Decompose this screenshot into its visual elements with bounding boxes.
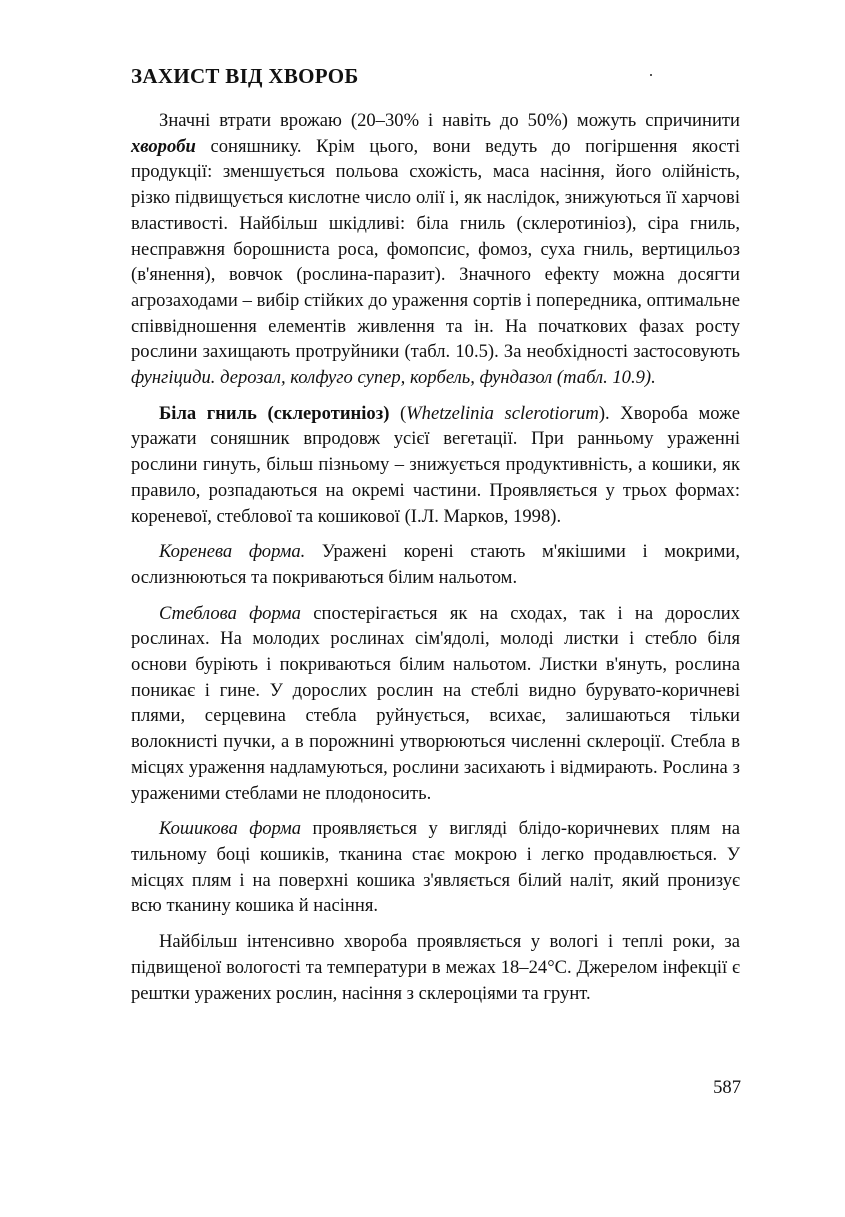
- paragraph-head-form: Кошикова форма проявляється у вигляді блідо-коричневих плям на тильному боці кошиків, тканина стає мокрою і легко продавлюється. У місцях плям і на поверхні кошика з'являється білий наліт, який пронизує всю тканину кошика й насіння.: [131, 818, 740, 917]
- paragraph-root-form: Коренева форма. Уражені корені стають м'якішими і мокрими, ослизнюються та покриваються білим нальотом.: [131, 541, 740, 588]
- scan-speck: [650, 74, 652, 76]
- section-heading: ЗАХИСТ ВІД ХВОРОБ: [131, 64, 359, 88]
- term-white-rot: Біла гниль (склеротиніоз): [159, 402, 390, 424]
- term-root-form: Коренева форма.: [159, 541, 306, 563]
- term-diseases: хвороби: [131, 135, 196, 157]
- term-stem-form: Стеблова форма: [159, 602, 301, 624]
- paragraph-intro: Значні втрати врожаю (20–30% і навіть до 50%) можуть спричинити хвороби соняшнику. Крім цього, вони ведуть до погіршення якості продукції: зменшується польова схожість, маса насіння, його олійність, різко підвищується кислотне число олії і, як наслідок, знижуються її харчові властивості. Найбільш шкідливі: біла гниль (склеротиніоз), сіра гниль, несправжня борошниста роса, фомопсис, фомоз, суха гниль, вертицильоз (в'янення), вовчок (рослина-паразит). Значного ефекту можна досягти агрозаходами – вибір стійких до ураження сортів і попередника, оптимальне співвідношення елементів живлення та ін. На початкових фазах росту рослини захищають протруйники (табл. 10.5). За необхідності застосовують фунгіциди. дерозал, колфуго супер, корбель, фундазол (табл. 10.9).: [131, 110, 740, 389]
- page-number: 587: [713, 1077, 741, 1098]
- body-text: [131, 108, 740, 1016]
- term-head-form: Кошикова форма: [159, 818, 302, 840]
- fungicides-list: фунгіциди. дерозал, колфуго супер, корбель, фундазол (табл. 10.9).: [131, 367, 656, 389]
- latin-name: Whetzelinia sclerotiorum: [406, 402, 599, 424]
- paragraph-white-rot: Біла гниль (склеротиніоз) (Whetzelinia sclerotiorum). Хвороба може уражати соняшник впродовж усієї вегетації. При ранньому ураженні рослини гинуть, більш пізньому – знижується продуктивність, а кошики, як правило, розпадаються на окремі частини. Проявляється у трьох формах: кореневої, стеблової та кошикової (І.Л. Марков, 1998).: [131, 402, 740, 527]
- paragraph-stem-form: Стеблова форма спостерігається як на сходах, так і на дорослих рослинах. На молодих рослинах сім'ядолі, молоді листки і стебло біля основи буріють і покриваються білим нальотом. Листки в'януть, рослина поникає і гине. У дорослих рослин на стеблі видно бурувато-коричневі плями, серцевина стебла руйнується, всихає, залишаються тільки волокнисті пучки, а в порожнині утворюються численні склероції. Стебла в місцях ураження надламуються, рослини засихають і відмирають. Рослина з ураженими стеблами не плодоносить.: [131, 602, 741, 804]
- paragraph-conditions: Найбільш інтенсивно хвороба проявляється у вологі і теплі роки, за підвищеної вологості та температури в межах 18–24°С. Джерелом інфекції є рештки уражених рослин, насіння з склероціями та грунт.: [131, 931, 740, 1004]
